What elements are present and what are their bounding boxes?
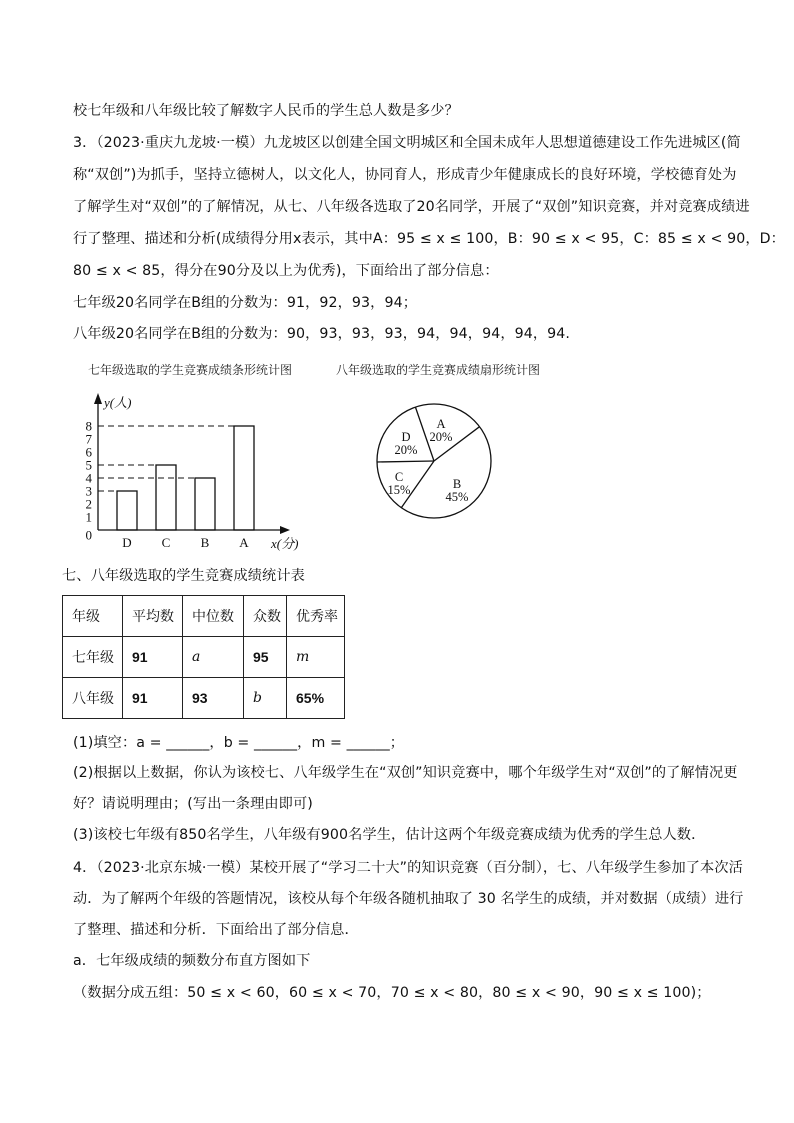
- bar-group: [98, 426, 254, 530]
- y-tick-label: 8: [85, 418, 92, 434]
- mean-cell: 91: [123, 637, 183, 678]
- pie-slice-percent: 15%: [387, 483, 411, 497]
- question-line: (1)填空：a = ______，b = ______，m = ______；: [73, 735, 405, 751]
- header-cell: 优秀率: [287, 596, 345, 637]
- stats-table: [62, 595, 345, 719]
- bar-D: [117, 491, 137, 530]
- bar-C: [156, 465, 176, 530]
- x-category-label: C: [161, 535, 171, 550]
- text-line: 七年级20名同学在B组的分数为：91，92，93，94；: [73, 295, 417, 311]
- excellence-rate-cell: 65%: [287, 678, 345, 719]
- pie-slice-percent: 20%: [429, 430, 453, 444]
- question-line: 4．（2023·北京东城·一模）某校开展了“学习二十大”的知识竞赛（百分制），七、八年级学生参加了本次活: [73, 860, 743, 876]
- table-header-row: [63, 596, 345, 637]
- y-tick-label: 2: [85, 496, 92, 512]
- table-row: [63, 678, 345, 719]
- y-ticks: [86, 419, 93, 543]
- x-category-label: A: [239, 535, 249, 550]
- pie-slice-label: D: [401, 430, 411, 444]
- pie-slice-label: B: [452, 477, 462, 491]
- text-line: 校七年级和八年级比较了解数字人民币的学生总人数是多少？: [73, 103, 459, 119]
- question-line: 好？请说明理由；(写出一条理由即可): [73, 796, 313, 812]
- question-line: (2)根据以上数据，你认为该校七、八年级学生在“双创”知识竞赛中，哪个年级学生对“双创”的了解情况更: [73, 765, 738, 781]
- pie-slices: [377, 404, 491, 518]
- y-tick-label: 0: [85, 527, 92, 543]
- x-category-label: B: [200, 535, 210, 550]
- text-line: 称“双创”)为抓手，坚持立德树人，以文化人，协同育人，形成青少年健康成长的良好环境，学校德育处为: [73, 167, 737, 183]
- question-line: （数据分成五组：50 ≤ x < 60，60 ≤ x < 70，70 ≤ x < 80，80 ≤ x < 90，90 ≤ x ≤ 100)；: [73, 985, 711, 1001]
- header-cell: 年级: [63, 596, 123, 637]
- pie-chart-title: 八年级选取的学生竞赛成绩扇形统计图: [336, 363, 541, 377]
- bar-B: [195, 478, 215, 530]
- y-tick-label: 4: [85, 470, 92, 486]
- excellence-rate-cell: m: [287, 637, 345, 678]
- text-line: 了解学生对“双创”的了解情况，从七、八年级各选取了20名同学，开展了“双创”知识竞赛，并对竞赛成绩进: [73, 199, 750, 215]
- table-title: 七、八年级选取的学生竞赛成绩统计表: [62, 568, 305, 584]
- pie-slice-label: C: [394, 470, 404, 484]
- grade-cell: 八年级: [63, 678, 123, 719]
- x-axis-arrow-icon: [280, 526, 290, 534]
- header-cell: 众数: [244, 596, 287, 637]
- header-cell: 平均数: [123, 596, 183, 637]
- header-cell: 中位数: [183, 596, 244, 637]
- bar-A: [234, 426, 254, 530]
- pie-slice-label: A: [436, 417, 446, 431]
- grade-cell: 七年级: [63, 637, 123, 678]
- bar-chart-title: 七年级选取的学生竞赛成绩条形统计图: [88, 363, 293, 377]
- y-tick-label: 3: [85, 483, 92, 499]
- bar-chart: [60, 380, 320, 555]
- text-line: 3．（2023·重庆九龙坡·一模）九龙坡区以创建全国文明城区和全国未成年人思想道德建设工作先进城区(简: [73, 135, 741, 151]
- table-row: [63, 637, 345, 678]
- question-line: 动．为了解两个年级的答题情况，该校从每个年级各随机抽取了 30 名学生的成绩，并对数据（成绩）进行: [73, 891, 744, 907]
- question-line: a．七年级成绩的频数分布直方图如下: [73, 953, 311, 969]
- question-line: (3)该校七年级有850名学生，八年级有900名学生，估计这两个年级竞赛成绩为优秀的学生总人数．: [73, 827, 706, 843]
- pie-slice-percent: 20%: [394, 443, 418, 457]
- text-line: 80 ≤ x < 85，得分在90分及以上为优秀)，下面给出了部分信息：: [73, 263, 499, 279]
- x-categories: [122, 535, 249, 550]
- text-line: 八年级20名同学在B组的分数为：90，93，93，93，94，94，94，94，94.: [73, 326, 571, 342]
- y-axis-label: y(人): [104, 395, 132, 410]
- median-cell: 93: [183, 678, 244, 719]
- pie-chart: [370, 400, 500, 520]
- x-category-label: D: [122, 535, 132, 550]
- y-tick-label: 7: [85, 431, 92, 447]
- mode-cell: 95: [244, 637, 287, 678]
- y-tick-label: 5: [85, 457, 92, 473]
- y-tick-label: 6: [85, 444, 92, 460]
- y-axis-arrow-icon: [94, 393, 102, 404]
- mean-cell: 91: [123, 678, 183, 719]
- pie-slice-percent: 45%: [445, 490, 469, 504]
- mode-cell: b: [244, 678, 287, 719]
- y-tick-label: 1: [85, 509, 92, 525]
- question-line: 了整理、描述和分析．下面给出了部分信息．: [73, 922, 359, 938]
- median-cell: a: [183, 637, 244, 678]
- x-axis-label: x(分): [271, 536, 299, 551]
- text-line: 行了整理、描述和分析(成绩得分用x表示，其中A：95 ≤ x ≤ 100，B：90 ≤ x < 95，C：85 ≤ x < 90，D：: [73, 231, 785, 247]
